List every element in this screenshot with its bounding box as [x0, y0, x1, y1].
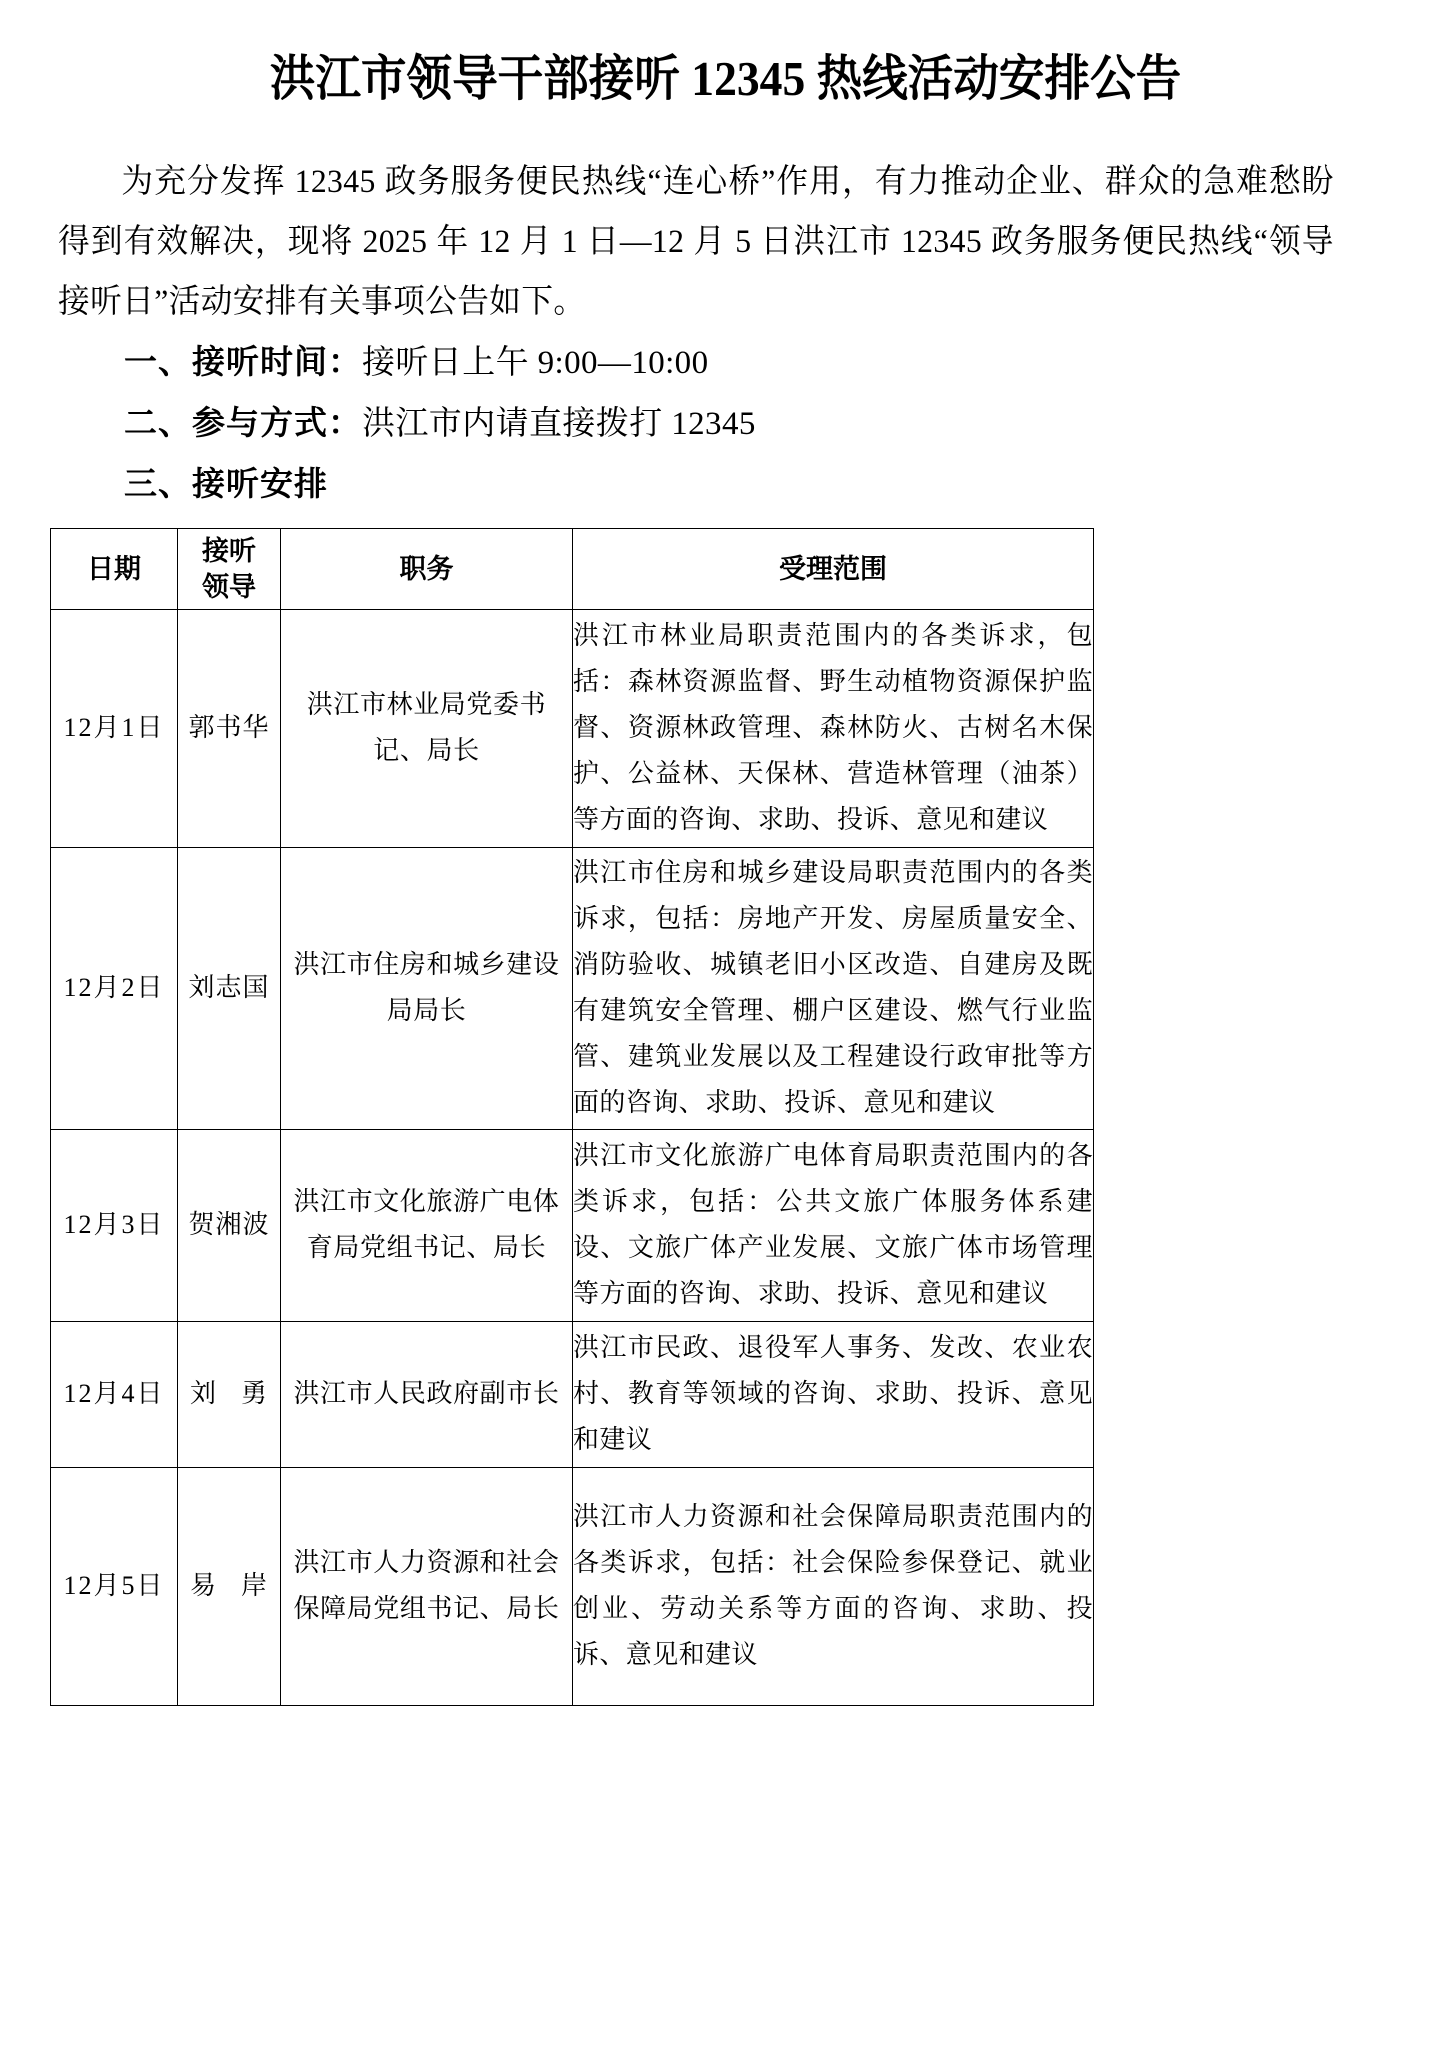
cell-leader: [178, 1467, 281, 1705]
column-header-post-line-1: 职务: [399, 553, 454, 584]
intro-paragraph: 为充分发挥 12345 政务服务便民热线“连心桥”作用，有力推动企业、群众的急难愁盼得到有效解决，现将 2025 年 12 月 1 日—12 月 5 日洪江市 12345 政务服务便民热线“领导接听日”活动安排有关事项公告如下。: [58, 163, 1334, 320]
column-header-scope-line-1: 受理范围: [779, 553, 887, 584]
section-heading-3: [58, 454, 1387, 515]
cell-scope: 洪江市人力资源和社会保障局职责范围内的各类诉求，包括：社会保险参保登记、就业创业、劳动关系等方面的咨询、求助、投诉、意见和建议: [573, 1467, 1094, 1705]
cell-leader-name: 刘勇: [190, 1379, 268, 1409]
table-row: [51, 609, 1094, 847]
column-header-leader-line-1: 接听: [202, 535, 256, 566]
schedule-table: [50, 528, 1094, 1706]
column-header-leader-line-2: 领导: [202, 571, 256, 602]
cell-post: 洪江市人民政府副市长: [281, 1321, 573, 1467]
column-header-scope: [573, 528, 1094, 609]
cell-post: 洪江市林业局党委书记、局长: [281, 609, 573, 847]
table-row: [51, 847, 1094, 1129]
cell-leader: 郭书华: [178, 609, 281, 847]
section-3-lead: 三、接听安排: [124, 464, 328, 502]
section-2-rest: 洪江市内请直接拨打 12345: [362, 405, 756, 442]
cell-leader: 贺湘波: [178, 1129, 281, 1321]
page-title: 洪江市领导干部接听 12345 热线活动安排公告: [269, 51, 1182, 106]
section-heading-1: [58, 332, 1387, 393]
column-header-post: [281, 528, 573, 609]
column-header-date: [51, 528, 178, 609]
cell-date: 12月3日: [51, 1129, 178, 1321]
schedule-table-wrapper: [50, 528, 1401, 1706]
cell-scope: 洪江市文化旅游广电体育局职责范围内的各类诉求，包括：公共文旅广体服务体系建设、文旅广体产业发展、文旅广体市场管理等方面的咨询、求助、投诉、意见和建议: [573, 1129, 1094, 1321]
table-header-row: [51, 528, 1094, 609]
column-header-leader: [178, 528, 281, 609]
table-header: [51, 528, 1094, 609]
cell-date: 12月4日: [51, 1321, 178, 1467]
cell-scope: 洪江市民政、退役军人事务、发改、农业农村、教育等领域的咨询、求助、投诉、意见和建议: [573, 1321, 1094, 1467]
section-1-lead: 一、接听时间：: [124, 342, 362, 380]
document-content: [50, 0, 1401, 1706]
cell-scope: 洪江市林业局职责范围内的各类诉求，包括：森林资源监督、野生动植物资源保护监督、资源林政管理、森林防火、古树名木保护、公益林、天保林、营造林管理（油茶）等方面的咨询、求助、投诉、意见和建议: [573, 609, 1094, 847]
cell-leader-name: 易岸: [190, 1571, 268, 1601]
cell-date: 12月2日: [51, 847, 178, 1129]
table-body: [51, 609, 1094, 1705]
cell-post: 洪江市住房和城乡建设局局长: [281, 847, 573, 1129]
cell-post: 洪江市人力资源和社会保障局党组书记、局长: [281, 1467, 573, 1705]
cell-date: 12月1日: [51, 609, 178, 847]
section-heading-2: [58, 393, 1387, 454]
cell-post: 洪江市文化旅游广电体育局党组书记、局长: [281, 1129, 573, 1321]
document-body: [50, 152, 1401, 515]
table-row: [51, 1129, 1094, 1321]
cell-leader: [178, 1321, 281, 1467]
table-row: [51, 1321, 1094, 1467]
cell-leader: 刘志国: [178, 847, 281, 1129]
column-header-date-line-1: 日期: [87, 553, 141, 584]
cell-scope: 洪江市住房和城乡建设局职责范围内的各类诉求，包括：房地产开发、房屋质量安全、消防验收、城镇老旧小区改造、自建房及既有建筑安全管理、棚户区建设、燃气行业监管、建筑业发展以及工程建设行政审批等方面的咨询、求助、投诉、意见和建议: [573, 847, 1094, 1129]
table-row: [51, 1467, 1094, 1705]
section-1-rest: 接听日上午 9:00—10:00: [362, 344, 709, 381]
cell-date: 12月5日: [51, 1467, 178, 1705]
section-2-lead: 二、参与方式：: [124, 403, 362, 441]
